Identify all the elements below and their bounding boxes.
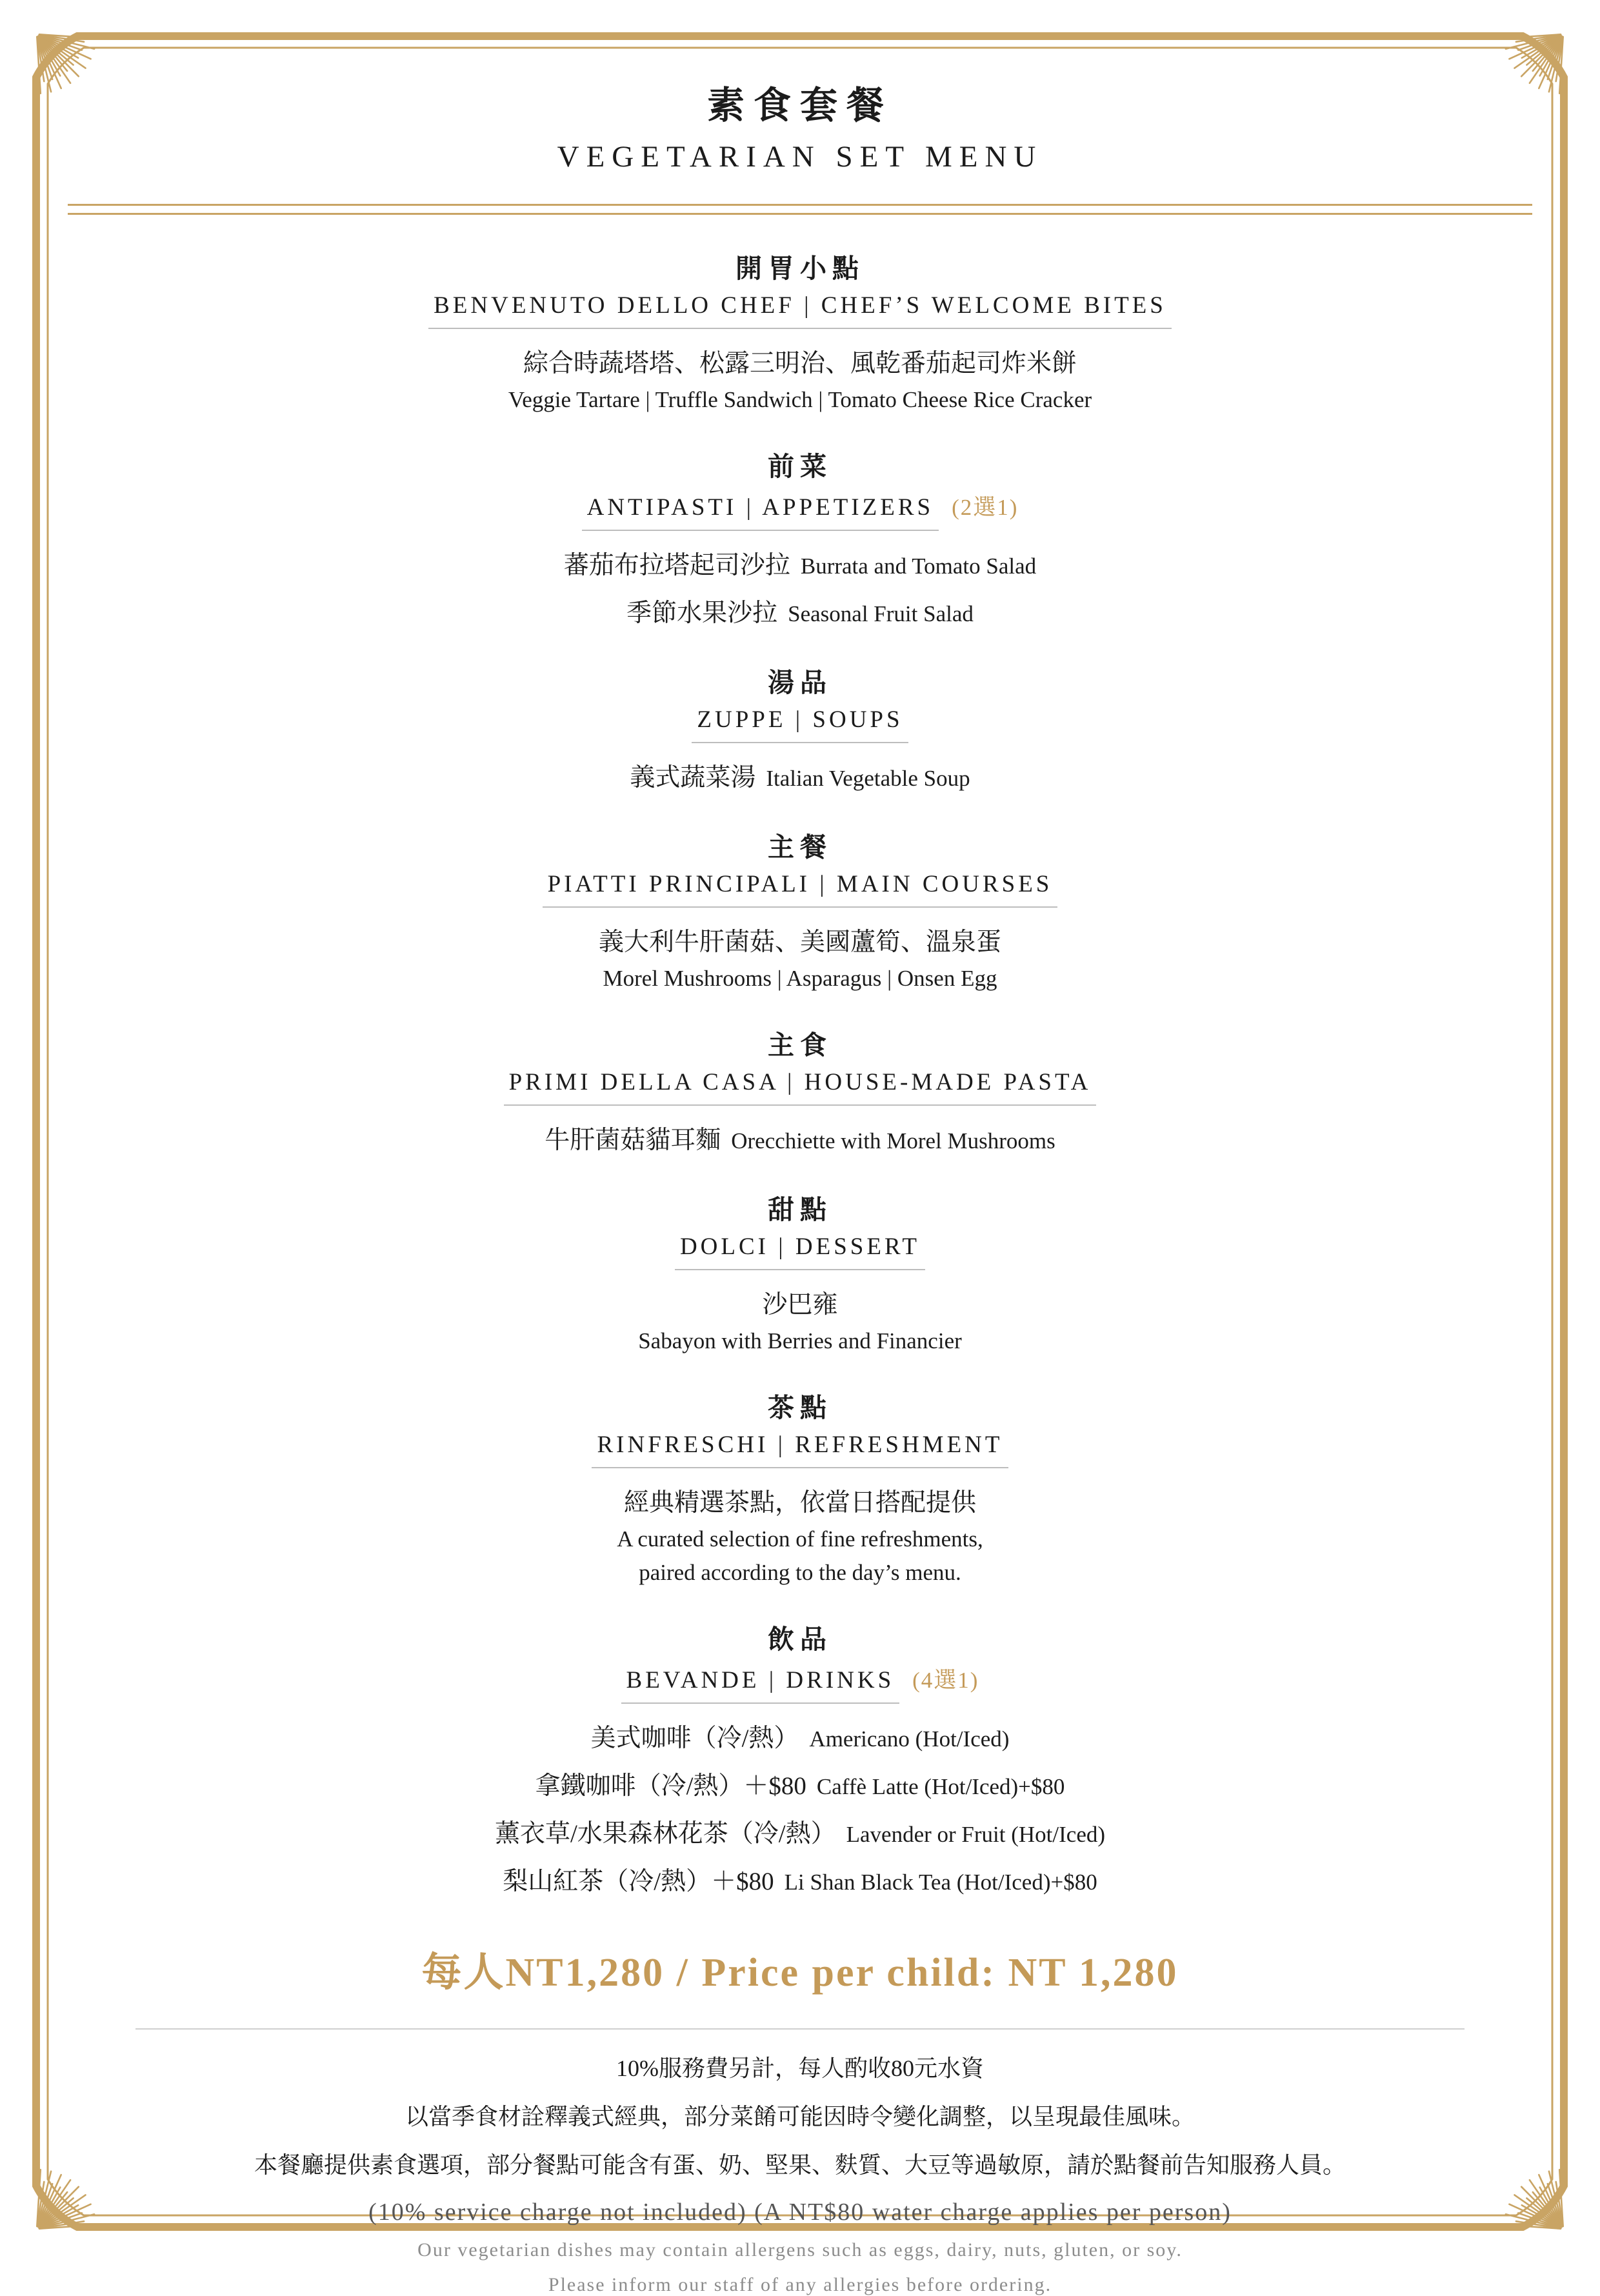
item-name-en: Americano (Hot/Iced) (809, 1726, 1010, 1752)
section-items (0, 1718, 1600, 1897)
section-items (0, 757, 1600, 794)
menu-item (0, 922, 1600, 992)
section-title-en: ZUPPE | SOUPS (692, 706, 908, 743)
section-title-zh: 前菜 (768, 452, 832, 481)
menu-item (0, 343, 1600, 413)
section-title-row (0, 1662, 1600, 1704)
item-name-zh: 經典精選茶點，依當日搭配提供 (623, 1489, 976, 1517)
menu-item (0, 757, 1600, 794)
price-line: 每人NT1,280 / Price per child: NT 1,280 (421, 1951, 1179, 1995)
menu-item (0, 1120, 1600, 1156)
section-title-row (0, 1068, 1600, 1106)
menu-item (0, 1813, 1600, 1850)
section-title-en: PIATTI PRINCIPALI | MAIN COURSES (543, 870, 1058, 908)
menu-item (0, 545, 1600, 581)
footer-allergen-note-zh: 本餐廳提供素食選項，部分餐點可能含有蛋、奶、堅果、麩質、大豆等過敏原，請於點餐前告知服務人員。 (254, 2152, 1346, 2178)
section-title-row (0, 870, 1600, 908)
section-items (0, 1120, 1600, 1156)
item-name-en: Seasonal Fruit Salad (788, 601, 974, 626)
section-drinks (0, 1618, 1600, 1897)
menu-item (0, 1766, 1600, 1802)
item-name-zh: 綜合時蔬塔塔、松露三明治、風乾番茄起司炸米餅 (523, 350, 1077, 377)
menu-item (0, 593, 1600, 629)
section-title-row (0, 706, 1600, 743)
title-double-rule (68, 204, 1532, 215)
section-title-zh: 茶點 (768, 1393, 832, 1423)
footer-divider (135, 2028, 1465, 2030)
section-title-zh: 飲品 (768, 1624, 832, 1654)
menu-item (0, 1861, 1600, 1897)
section-title-en: BEVANDE | DRINKS (621, 1666, 900, 1704)
section-refreshment (0, 1386, 1600, 1586)
item-name-en: Burrata and Tomato Salad (800, 554, 1037, 579)
section-items (0, 922, 1600, 992)
item-name-zh: 梨山紅茶（冷/熱）＋$80 (503, 1868, 774, 1895)
section-title-zh: 開胃小點 (735, 254, 865, 283)
section-title-row (0, 490, 1600, 531)
section-pasta (0, 1024, 1600, 1156)
item-name-zh: 牛肝菌菇貓耳麵 (545, 1126, 721, 1154)
item-name-en: Italian Vegetable Soup (766, 766, 970, 791)
section-items (0, 1482, 1600, 1586)
item-name-zh: 沙巴雍 (762, 1291, 838, 1319)
section-welcome-bites (0, 247, 1600, 413)
section-items (0, 1284, 1600, 1354)
item-name-zh: 季節水果沙拉 (626, 599, 778, 627)
item-name-en: Sabayon with Berries and Financier (638, 1328, 962, 1353)
item-name-zh: 薰衣草/水果森林花茶（冷/熱） (494, 1820, 836, 1848)
page-title-en: VEGETARIAN SET MENU (557, 140, 1043, 174)
section-title-row (0, 292, 1600, 329)
page-title-zh: 素食套餐 (706, 85, 893, 126)
section-title-row (0, 1431, 1600, 1468)
section-title-zh: 甜點 (768, 1195, 832, 1224)
section-title-en: RINFRESCHI | REFRESHMENT (592, 1431, 1008, 1468)
footer-allergen-note-en: Our vegetarian dishes may contain allergens such as eggs, dairy, nuts, gluten, or soy. (417, 2239, 1183, 2261)
footer-seasonal-note-zh: 以當季食材詮釋義式經典，部分菜餚可能因時令變化調整，以呈現最佳風味。 (405, 2104, 1195, 2130)
section-title-en: DOLCI | DESSERT (675, 1233, 925, 1270)
section-items (0, 545, 1600, 629)
item-name-zh: 美式咖啡（冷/熱） (590, 1724, 799, 1752)
item-name-zh: 拿鐵咖啡（冷/熱）＋$80 (535, 1772, 806, 1800)
menu-item (0, 1284, 1600, 1354)
item-name-en: Lavender or Fruit (Hot/Iced) (846, 1822, 1106, 1847)
item-name-zh: 蕃茄布拉塔起司沙拉 (563, 552, 790, 579)
menu-item (0, 1482, 1600, 1586)
item-name-en: Li Shan Black Tea (Hot/Iced)+$80 (784, 1870, 1097, 1895)
section-choice-note: (2選1) (952, 495, 1019, 520)
item-name-zh: 義大利牛肝菌菇、美國蘆筍、溫泉蛋 (598, 928, 1001, 956)
section-title-zh: 主餐 (768, 832, 832, 862)
section-title-en: BENVENUTO DELLO CHEF | CHEF’S WELCOME BITES (428, 292, 1172, 329)
section-soups (0, 661, 1600, 794)
section-choice-note: (4選1) (912, 1668, 979, 1693)
item-name-en: Veggie Tartare | Truffle Sandwich | Tomato Cheese Rice Cracker (508, 387, 1092, 412)
item-name-en: Orecchiette with Morel Mushrooms (731, 1128, 1055, 1153)
section-main-courses (0, 826, 1600, 992)
item-name-en: Caffè Latte (Hot/Iced)+$80 (816, 1774, 1065, 1799)
section-title-zh: 湯品 (768, 668, 832, 697)
section-appetizers (0, 445, 1600, 629)
footer-service-charge-zh: 10%服務費另計，每人酌收80元水資 (616, 2055, 984, 2081)
item-description-en-line2: paired according to the day’s menu. (639, 1560, 961, 1585)
menu-item (0, 1718, 1600, 1754)
item-name-en: Morel Mushrooms | Asparagus | Onsen Egg (603, 966, 997, 991)
section-title-en: PRIMI DELLA CASA | HOUSE-MADE PASTA (504, 1068, 1097, 1106)
item-name-zh: 義式蔬菜湯 (630, 764, 756, 792)
section-title-en: ANTIPASTI | APPETIZERS (582, 494, 939, 531)
footer-service-charge-en: (10% service charge not included) (A NT$80 water charge applies per person) (368, 2199, 1232, 2226)
item-description-en-line1: A curated selection of fine refreshments, (617, 1526, 983, 1552)
footer-allergy-reminder-en: Please inform our staff of any allergies before ordering. (548, 2274, 1052, 2295)
section-dessert (0, 1188, 1600, 1354)
section-title-row (0, 1233, 1600, 1270)
section-items (0, 343, 1600, 413)
section-title-zh: 主食 (768, 1030, 832, 1060)
